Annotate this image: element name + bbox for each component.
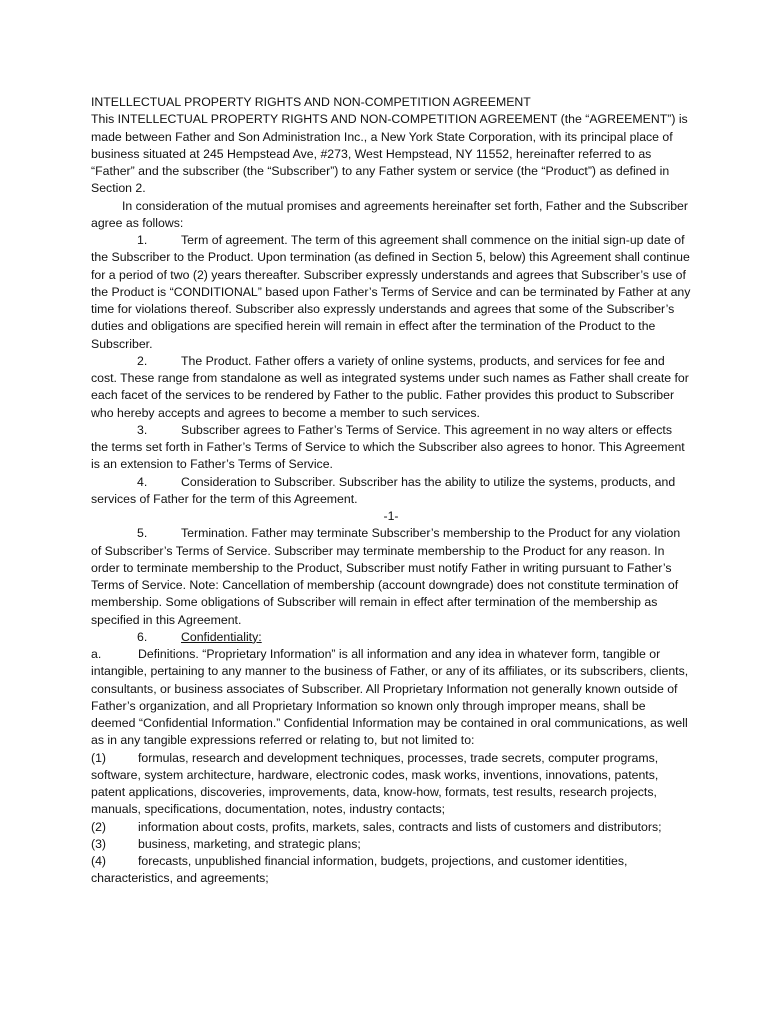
- section-number: 3.: [137, 422, 148, 437]
- section-text: Consideration to Subscriber. Subscriber has the ability to utilize the systems, products, and services of Father for the term of this Agreement.: [91, 474, 676, 506]
- page-number: -1-: [383, 509, 399, 523]
- consideration-paragraph: In consideration of the mutual promises and agreements hereinafter set forth, Father and the Subscriber agree as follows:: [91, 198, 688, 230]
- section-text: Subscriber agrees to Father’s Terms of Service. This agreement in no way alters or effects the terms set forth in Father’s Terms of Service to which the Subscriber also agrees to honor. This Agreement is an extension to Father’s Terms of Service.: [91, 422, 685, 472]
- item-text: forecasts, unpublished financial information, budgets, projections, and customer identities, characteristics, and agreements;: [91, 854, 628, 886]
- section-title: Confidentiality:: [181, 629, 262, 644]
- item-text: formulas, research and development techniques, processes, trade secrets, computer programs, software, system architecture, hardware, electronic codes, mask works, inventions, innovations, patents, patent applications, discoveries, improvements, data, know-how, formats, test results, research projects, manuals, specifications, documentation, notes, industry contacts;: [91, 750, 659, 817]
- item-label: (3): [91, 836, 107, 851]
- list-item: [91, 819, 691, 836]
- item-label: (4): [91, 854, 107, 868]
- section-number: 4.: [137, 474, 148, 489]
- item-text: business, marketing, and strategic plans;: [138, 836, 361, 851]
- section-number: 5.: [137, 526, 148, 541]
- list-item: [91, 853, 691, 888]
- section-2: [91, 353, 691, 422]
- section-6: [91, 629, 691, 646]
- section-number: 6.: [137, 629, 148, 644]
- item-text: information about costs, profits, markets, sales, contracts and lists of customers and distributors;: [138, 819, 662, 834]
- list-item: [91, 836, 691, 853]
- intro-paragraph: This INTELLECTUAL PROPERTY RIGHTS AND NON-COMPETITION AGREEMENT (the “AGREEMENT”) is made between Father and Son Administration Inc., a New York State Corporation, with its principal place of business situated at 245 Hempstead Ave, #273, West Hempstead, NY 11552, hereinafter referred to as “Father” and the subscriber (the “Subscriber”) to any Father system or service (the “Product”) as defined in Section 2.: [91, 112, 688, 196]
- section-1: [91, 232, 691, 353]
- item-label: (1): [91, 750, 107, 765]
- item-label: a.: [91, 647, 102, 661]
- section-text: The Product. Father offers a variety of online systems, products, and services for fee and cost. These range from standalone as well as integrated systems under such names as Father shall create for each facet of the services to be rendered by Father to the public. Father provides this product to Subscriber who hereby accepts and agrees to become a member to such services.: [91, 353, 689, 420]
- item-text: Definitions. “Proprietary Information” is all information and any idea in whatever form, tangible or intangible, pertaining to any manner to the business of Father, or any of its affiliates, or its subscribers, clients, consultants, or business associates of Subscriber. All Proprietary Information not generally known outside of Father’s organization, and all Proprietary Information so known only through improper means, shall be deemed “Confidential Information.” Confidential Information may be contained in oral communications, as well as in any tangible expressions referred or relating to, but not limited to:: [91, 647, 689, 748]
- section-number: 2.: [137, 353, 148, 368]
- section-3: [91, 422, 691, 474]
- document-page: [91, 94, 691, 888]
- item-label: (2): [91, 819, 107, 834]
- list-item: [91, 750, 691, 819]
- section-text: Termination. Father may terminate Subscriber’s membership to the Product for any violation of Subscriber’s Terms of Service. Subscriber may terminate membership to the Product for any reason. In order to terminate membership to the Product, Subscriber must notify Father in writing pursuant to Father’s Terms of Service. Note: Cancellation of membership (account downgrade) does not constitute termination of membership. Some obligations of Subscriber will remain in effect after termination of the membership as specified in this Agreement.: [91, 526, 681, 627]
- section-5: [91, 525, 691, 629]
- section-text: Term of agreement. The term of this agreement shall commence on the initial sign-up date of the Subscriber to the Product. Upon termination (as defined in Section 5, below) this Agreement shall continue for a period of two (2) years thereafter. Subscriber expressly understands and agrees that Subscriber’s use of the Product is “CONDITIONAL” based upon Father’s Terms of Service and can be terminated by Father at any time for violations thereof. Subscriber also expressly understands and agrees that some of the Subscriber’s duties and obligations are specified herein will remain in effect after the termination of the Product to the Subscriber.: [91, 233, 691, 351]
- definitions-paragraph: [91, 646, 691, 750]
- section-number: 1.: [137, 233, 148, 247]
- document-heading: INTELLECTUAL PROPERTY RIGHTS AND NON-COMPETITION AGREEMENT: [91, 95, 531, 109]
- section-4: [91, 474, 691, 509]
